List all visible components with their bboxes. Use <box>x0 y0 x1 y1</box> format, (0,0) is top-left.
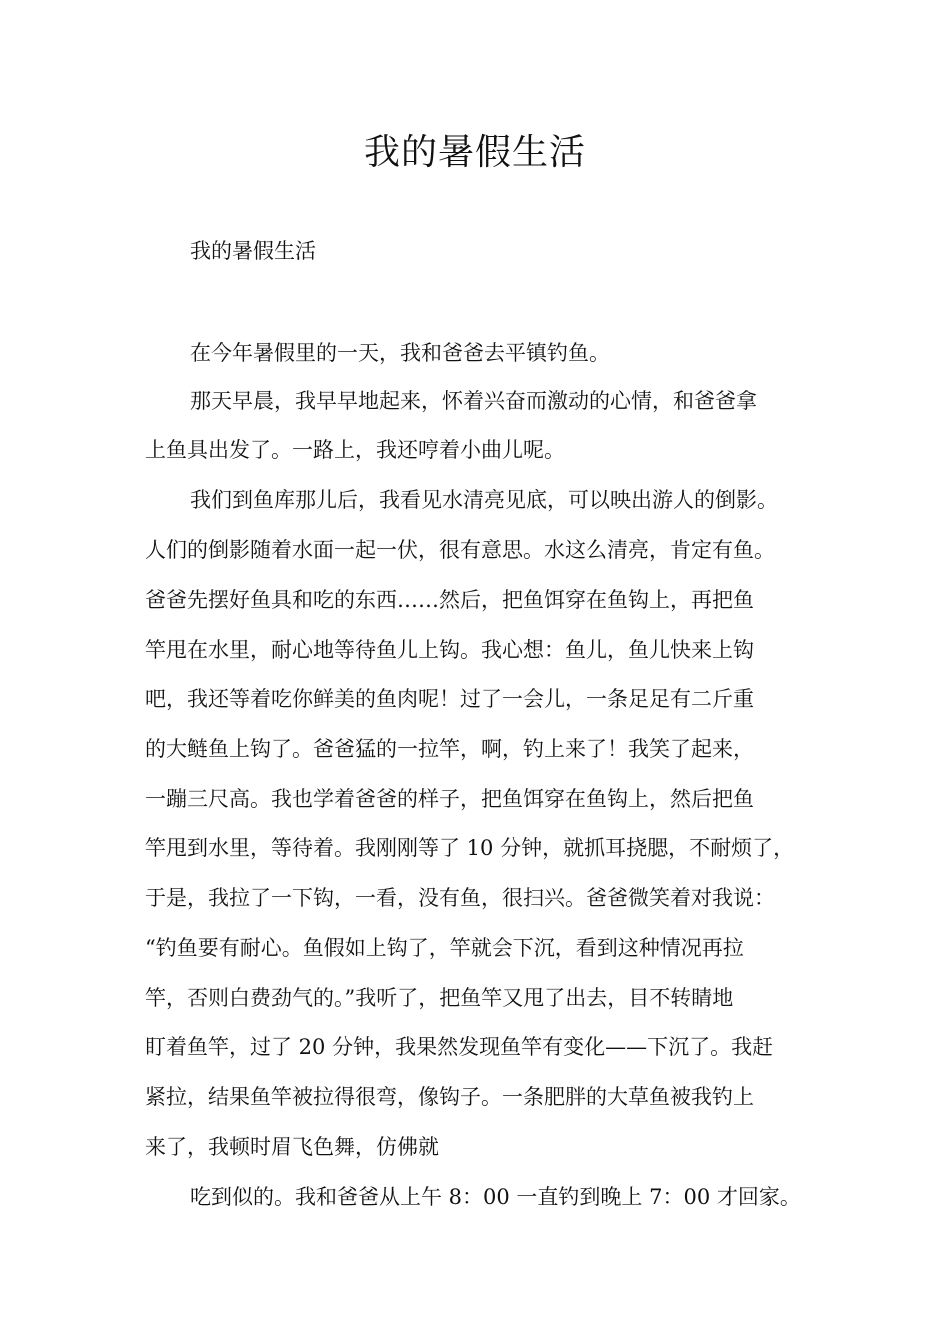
paragraph-line: 一蹦三尺高。我也学着爸爸的样子，把鱼饵穿在鱼钩上，然后把鱼 <box>145 787 754 811</box>
paragraph-line: 的大鲢鱼上钩了。爸爸猛的一拉竿，啊，钓上来了！我笑了起来， <box>145 737 754 761</box>
paragraph-line: “钓鱼要有耐心。鱼假如上钩了，竿就会下沉，看到这种情况再拉 <box>145 936 744 960</box>
paragraph-line: 于是，我拉了一下钩，一看，没有鱼，很扫兴。爸爸微笑着对我说： <box>145 886 775 910</box>
paragraph-line: 竿，否则白费劲气的。”我听了，把鱼竿又甩了出去，目不转睛地 <box>145 986 734 1010</box>
paragraph-line: 人们的倒影随着水面一起一伏，很有意思。水这么清亮，肯定有鱼。 <box>145 538 775 562</box>
paragraph-line: 那天早晨，我早早地起来，怀着兴奋而激动的心情，和爸爸拿 <box>190 389 757 413</box>
paragraph-line: 竿甩到水里，等待着。我刚刚等了 10 分钟，就抓耳挠腮，不耐烦了， <box>145 836 795 860</box>
paragraph-line: 竿甩在水里，耐心地等待鱼儿上钩。我心想：鱼儿，鱼儿快来上钩 <box>145 638 754 662</box>
paragraph-line: 上鱼具出发了。一路上，我还哼着小曲儿呢。 <box>145 438 565 462</box>
paragraph-line: 吧，我还等着吃你鲜美的鱼肉呢！过了一会儿，一条足足有二斤重 <box>145 687 754 711</box>
paragraph-line: 紧拉，结果鱼竿被拉得很弯，像钩子。一条肥胖的大草鱼被我钓上 <box>145 1085 754 1109</box>
subtitle: 我的暑假生活 <box>190 239 316 263</box>
page-title: 我的暑假生活 <box>363 132 586 173</box>
paragraph-line: 吃到似的。我和爸爸从上午 8：00 一直钓到晚上 7：00 才回家。 <box>190 1185 801 1209</box>
paragraph-line: 我们到鱼库那儿后，我看见水清亮见底，可以映出游人的倒影。 <box>190 488 778 512</box>
paragraph-line: 爸爸先摆好鱼具和吃的东西……然后，把鱼饵穿在鱼钩上，再把鱼 <box>145 588 754 612</box>
paragraph-line: 来了，我顿时眉飞色舞，仿佛就 <box>145 1135 439 1159</box>
paragraph-line: 盯着鱼竿，过了 20 分钟，我果然发现鱼竿有变化——下沉了。我赶 <box>145 1035 774 1059</box>
paragraph-line: 在今年暑假里的一天，我和爸爸去平镇钓鱼。 <box>190 341 610 365</box>
